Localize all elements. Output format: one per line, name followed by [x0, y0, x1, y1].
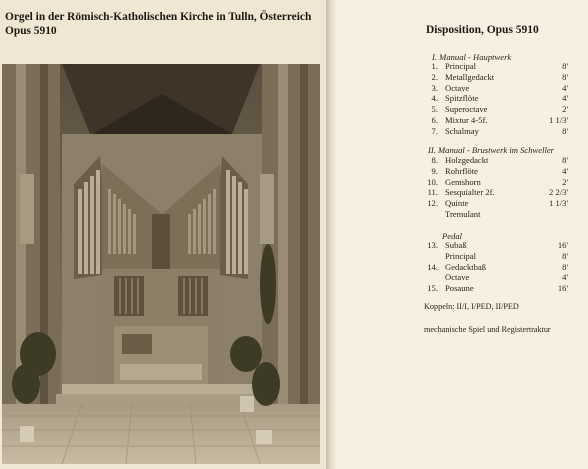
stop-number: 3.: [431, 82, 438, 93]
stop-pitch: 2 2/3': [549, 187, 568, 198]
stop-pitch: 16': [557, 283, 568, 294]
stop-name: Rohrflöte: [445, 165, 478, 176]
stop-number: 4.: [431, 93, 438, 104]
pedal-heading: Pedal: [442, 231, 463, 241]
stop-pitch: 8': [562, 71, 568, 82]
stop-pitch: 8': [562, 61, 568, 71]
stop-number: 9.: [431, 165, 438, 176]
disposition-title: Disposition, Opus 5910: [426, 24, 539, 36]
book-gutter: [326, 0, 336, 469]
stop-number: 14.: [427, 261, 438, 272]
stop-name: Holzgedackt: [445, 155, 489, 165]
stop-name: Superoctave: [445, 104, 488, 115]
stop-name: Principal: [445, 250, 477, 261]
stop-number: 6.: [431, 115, 438, 125]
photo-caption: [5, 10, 325, 38]
stop-number: 8.: [431, 155, 438, 165]
organ-photo: [2, 64, 320, 464]
caption-line-1: Orgel in der Römisch-Katholischen Kirche in Tulln, Österreich: [5, 11, 312, 23]
stop-number: 5.: [431, 104, 438, 115]
stop-number: 12.: [427, 198, 438, 209]
stop-pitch: 1 1/3': [549, 198, 568, 209]
stop-pitch: 4': [562, 93, 568, 104]
stop-name: Posaune: [445, 283, 474, 294]
stop-name: Octave: [445, 272, 470, 283]
church-interior-image: [2, 64, 320, 464]
stop-name: Gedacktbaß: [445, 261, 487, 272]
stop-name: Subaß: [445, 240, 467, 250]
stop-name: Mixtur 4-5f.: [445, 115, 488, 125]
stop-number: 10.: [427, 176, 438, 187]
action-note: mechanische Spiel und Registertraktur: [424, 325, 551, 334]
stop-pitch: 8': [562, 155, 568, 165]
stop-name: Sesquialter 2f.: [445, 187, 495, 198]
stop-name: Tremulant: [445, 209, 481, 219]
stop-pitch: 8': [562, 261, 568, 272]
stop-name: Quinte: [445, 198, 469, 209]
stop-number: 11.: [427, 187, 438, 198]
stop-pitch: 4': [562, 165, 568, 176]
stop-name: Principal: [445, 61, 477, 71]
stop-name: Metallgedackt: [445, 71, 495, 82]
stop-pitch: 2': [562, 176, 568, 187]
stop-pitch: 16': [557, 240, 568, 250]
stop-pitch: 1 1/3': [549, 115, 568, 125]
stop-name: Octave: [445, 82, 470, 93]
stop-pitch: 8': [562, 125, 568, 136]
stop-pitch: 2': [562, 104, 568, 115]
manual-1-heading: I. Manual - Hauptwerk: [432, 52, 512, 62]
stop-name: Spitzflöte: [445, 93, 479, 104]
stop-pitch: 4': [562, 82, 568, 93]
stop-number: 13.: [427, 240, 438, 250]
stop-number: 1.: [431, 61, 438, 71]
stop-name: Gemshorn: [445, 176, 481, 187]
manual-2-heading: II. Manual - Brustwerk im Schweller: [428, 145, 555, 155]
stop-pitch: 4': [562, 272, 568, 283]
stop-number: 15.: [427, 283, 438, 294]
couplers-note: Koppeln: II/I, I/PED, II/PED: [424, 302, 519, 311]
stop-name: Schalmay: [445, 125, 479, 136]
stop-number: 2.: [431, 71, 438, 82]
stop-pitch: 8': [562, 250, 568, 261]
caption-line-2: Opus 5910: [5, 25, 57, 37]
stop-number: 7.: [431, 125, 438, 136]
